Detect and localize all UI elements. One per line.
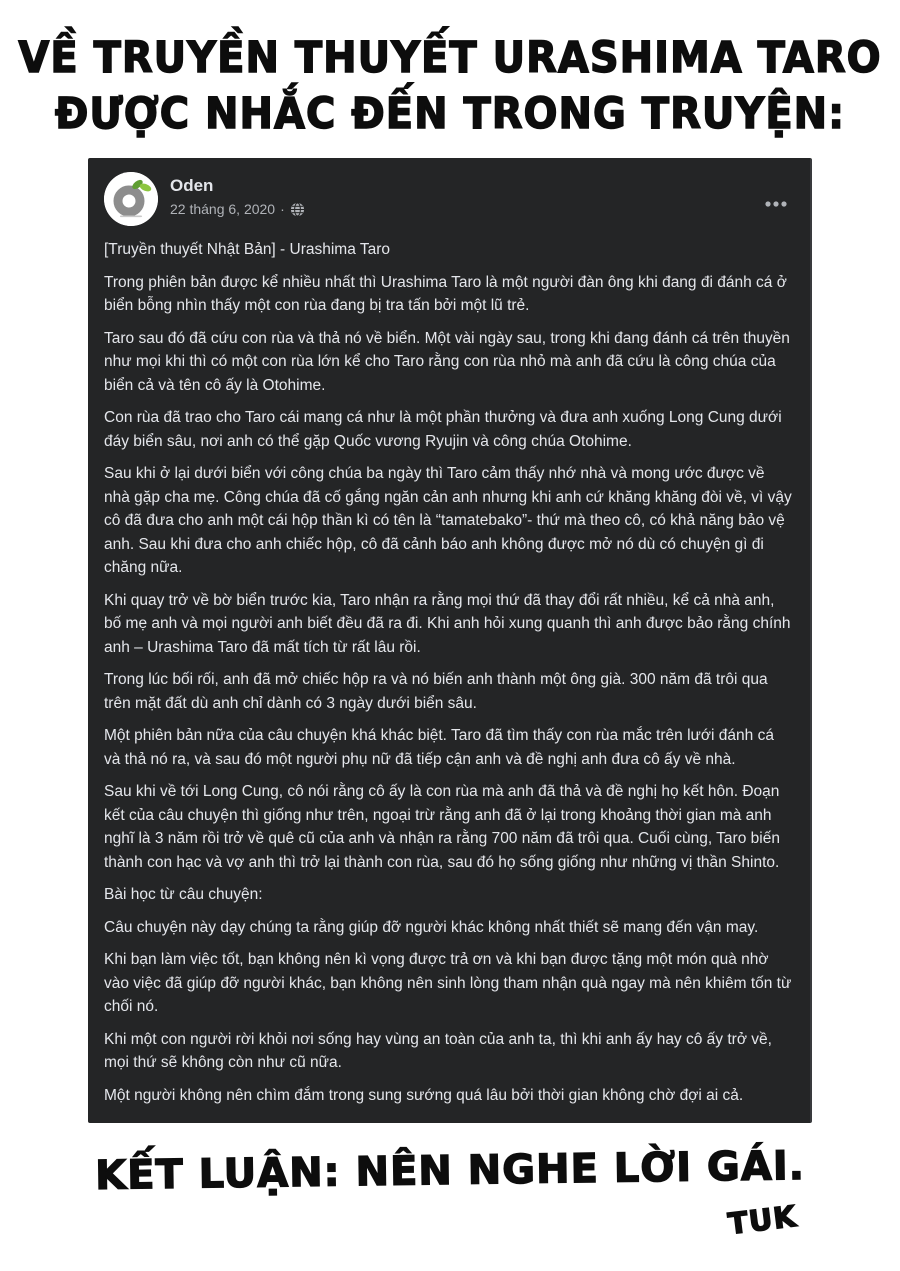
globe-icon: [290, 202, 305, 217]
post-paragraph: Trong phiên bản được kể nhiều nhất thì Urashima Taro là một người đàn ông khi đang đi đánh cá ở biển bỗng nhìn thấy một con rùa đang bị tra tấn bởi một lũ trẻ.: [104, 273, 787, 314]
post-paragraph: Câu chuyện này dạy chúng ta rằng giúp đỡ người khác không nhất thiết sẽ mang đến vận may.: [104, 918, 759, 936]
post-body: [104, 238, 794, 1107]
post-author[interactable]: Oden: [170, 176, 214, 195]
post-date-row: [170, 201, 305, 217]
post-paragraph: Một người không nên chìm đắm trong sung sướng quá lâu bởi thời gian không chờ đợi ai cả.: [104, 1086, 744, 1104]
page-title-line1: VỀ TRUYỀN THUYẾT URASHIMA TARO: [18, 33, 882, 83]
facebook-post-card: [88, 158, 812, 1123]
post-paragraph: Con rùa đã trao cho Taro cái mang cá như là một phần thưởng và đưa anh xuống Long Cung dưới đáy biển sâu, nơi anh có thể gặp Quốc vương Ryujin và công chúa Otohime.: [104, 409, 782, 450]
oden-logo-icon: [104, 172, 158, 226]
post-date[interactable]: 22 tháng 6, 2020: [170, 201, 276, 217]
post-paragraph: Sau khi ở lại dưới biển với công chúa ba ngày thì Taro cảm thấy nhớ nhà và mong ước được về nhà gặp cha mẹ. Công chúa đã cố gắng ngăn cản anh nhưng khi anh cứ khăng khăng đòi về, vì vậy cô đã đưa cho anh một cái hộp thần kì có tên là “tamatebako”- thứ mà theo cô, có khả năng bảo vệ anh. Sau khi đưa cho anh chiếc hộp, cô đã cảnh báo anh không được mở nó dù có chuyện gì đi chăng nữa.: [104, 465, 792, 576]
post-paragraph: Trong lúc bối rối, anh đã mở chiếc hộp ra và nó biến anh thành một ông già. 300 năm đã trôi qua trên mặt đất dù anh chỉ dành có 3 ngày dưới biển sâu.: [104, 671, 768, 712]
post-paragraph: Sau khi về tới Long Cung, cô nói rằng cô ấy là con rùa mà anh đã thả và đề nghị họ kết hôn. Đoạn kết của câu chuyện thì giống như trên, ngoại trừ rằng anh đã ở lại trong khoảng thời gian mà anh nghĩ là 3 năm rồi trở về quê cũ của anh và nhận ra rằng 700 năm đã trôi qua. Cuối cùng, Taro biến thành con hạc và vợ anh thì trở lại thành con rùa, sau đó họ sống giống như những vị thần Shinto.: [104, 783, 780, 871]
conclusion-text: KẾT LUẬN: NÊN NGHE LỜI GÁI.: [94, 1143, 806, 1199]
post-meta: [170, 172, 305, 217]
post-paragraph: Taro sau đó đã cứu con rùa và thả nó về biển. Một vài ngày sau, trong khi đang đánh cá trên thuyền như mọi khi thì có một con rùa lớn kể cho Taro rằng con rùa nhỏ mà anh đã cứu là công chúa của biển cả và tên cô ấy là Otohime.: [104, 329, 790, 394]
page-title: [0, 30, 900, 142]
post-paragraph: Khi quay trở về bờ biển trước kia, Taro nhận ra rằng mọi thứ đã thay đổi rất nhiều, kể cả nhà anh, bố mẹ anh và mọi người anh biết đều đã ra đi. Khi anh hỏi xung quanh thì anh được bảo rằng chính anh – Urashima Taro đã mất tích từ rất lâu rồi.: [104, 591, 791, 656]
signature-text: TUK: [726, 1198, 799, 1242]
post-header: [104, 172, 794, 226]
post-title: [Truyền thuyết Nhật Bản] - Urashima Taro: [104, 241, 391, 258]
post-paragraph: Khi bạn làm việc tốt, bạn không nên kì vọng được trả ơn và khi bạn được tặng một món quà nhờ vào việc đã giúp đỡ người khác, bạn không nên sinh lòng tham nhận quà ngay mà nên khiêm tốn từ chối nó.: [104, 951, 792, 1015]
page-title-line2: ĐƯỢC NHẮC ĐẾN TRONG TRUYỆN:: [54, 89, 846, 139]
avatar[interactable]: [104, 172, 158, 226]
post-paragraph: Một phiên bản nữa của câu chuyện khá khác biệt. Taro đã tìm thấy con rùa mắc trên lưới đánh cá và thả nó ra, và sau đó một người phụ nữ đã tiếp cận anh và đề nghị anh đưa cô ấy về nhà.: [104, 727, 774, 768]
ellipsis-icon: [764, 200, 788, 208]
date-separator: ·: [280, 201, 285, 217]
post-paragraph: Bài học từ câu chuyện:: [104, 886, 263, 903]
post-paragraph: Khi một con người rời khỏi nơi sống hay vùng an toàn của anh ta, thì khi anh ấy hay cô ấy trở về, mọi thứ sẽ không còn như cũ nữa.: [104, 1030, 772, 1071]
post-menu-button[interactable]: [760, 196, 792, 212]
